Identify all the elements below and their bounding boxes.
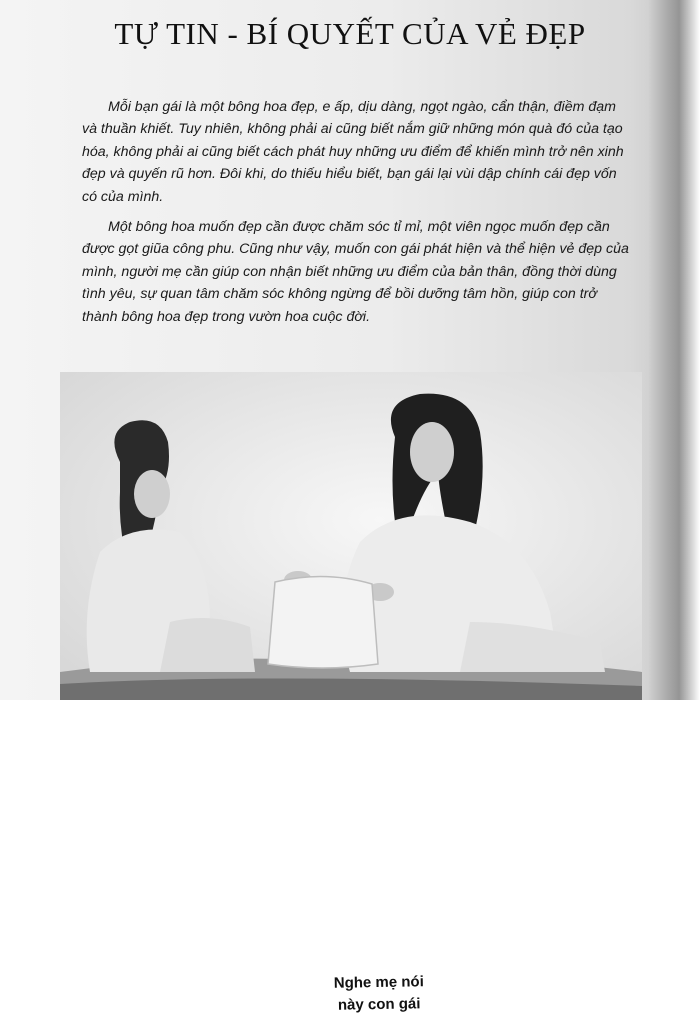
mother-daughter-photo [60, 372, 642, 1014]
sign-board [268, 576, 378, 668]
paragraph-1: Mỗi bạn gái là một bông hoa đẹp, e ấp, dịu dàng, ngọt ngào, cẩn thận, điềm đạm và thuần khiết. Tuy nhiên, không phải ai cũng biết nắm giữ những món quà đó của tạo hóa, không phải ai cũng biết cách phát huy những ưu điểm để khiến mình trở nên xinh đẹp và quyến rũ hơn. Đôi khi, do thiếu hiểu biết, bạn gái lại vùi dập chính cái đẹp vốn có của mình. [82, 99, 624, 205]
sign-line-2: này con gái [337, 995, 421, 1014]
paragraph-2: Một bông hoa muốn đẹp cần được chăm sóc tỉ mỉ, một viên ngọc muốn đẹp cần được gọt giũa công phu. Cũng như vậy, muốn con gái phát hiện và thể hiện vẻ đẹp của mình, người mẹ cần giúp con nhận biết những ưu điểm của bản thân, đồng thời dùng tình yêu, sự quan tâm chăm sóc không ngừng để bồi dưỡng tâm hồn, giúp con trở thành bông hoa đẹp trong vườn hoa cuộc đời. [82, 219, 629, 325]
daughter-face [134, 470, 170, 518]
photo-illustration [60, 372, 642, 700]
sign-line-1: Nghe mẹ nói [333, 973, 424, 992]
mother-face [410, 422, 454, 482]
body-text [82, 96, 630, 336]
page-title: TỰ TIN - BÍ QUYẾT CỦA VẺ ĐẸP [114, 16, 586, 51]
page-gutter-shadow [648, 0, 700, 700]
sign-text [324, 971, 435, 1017]
